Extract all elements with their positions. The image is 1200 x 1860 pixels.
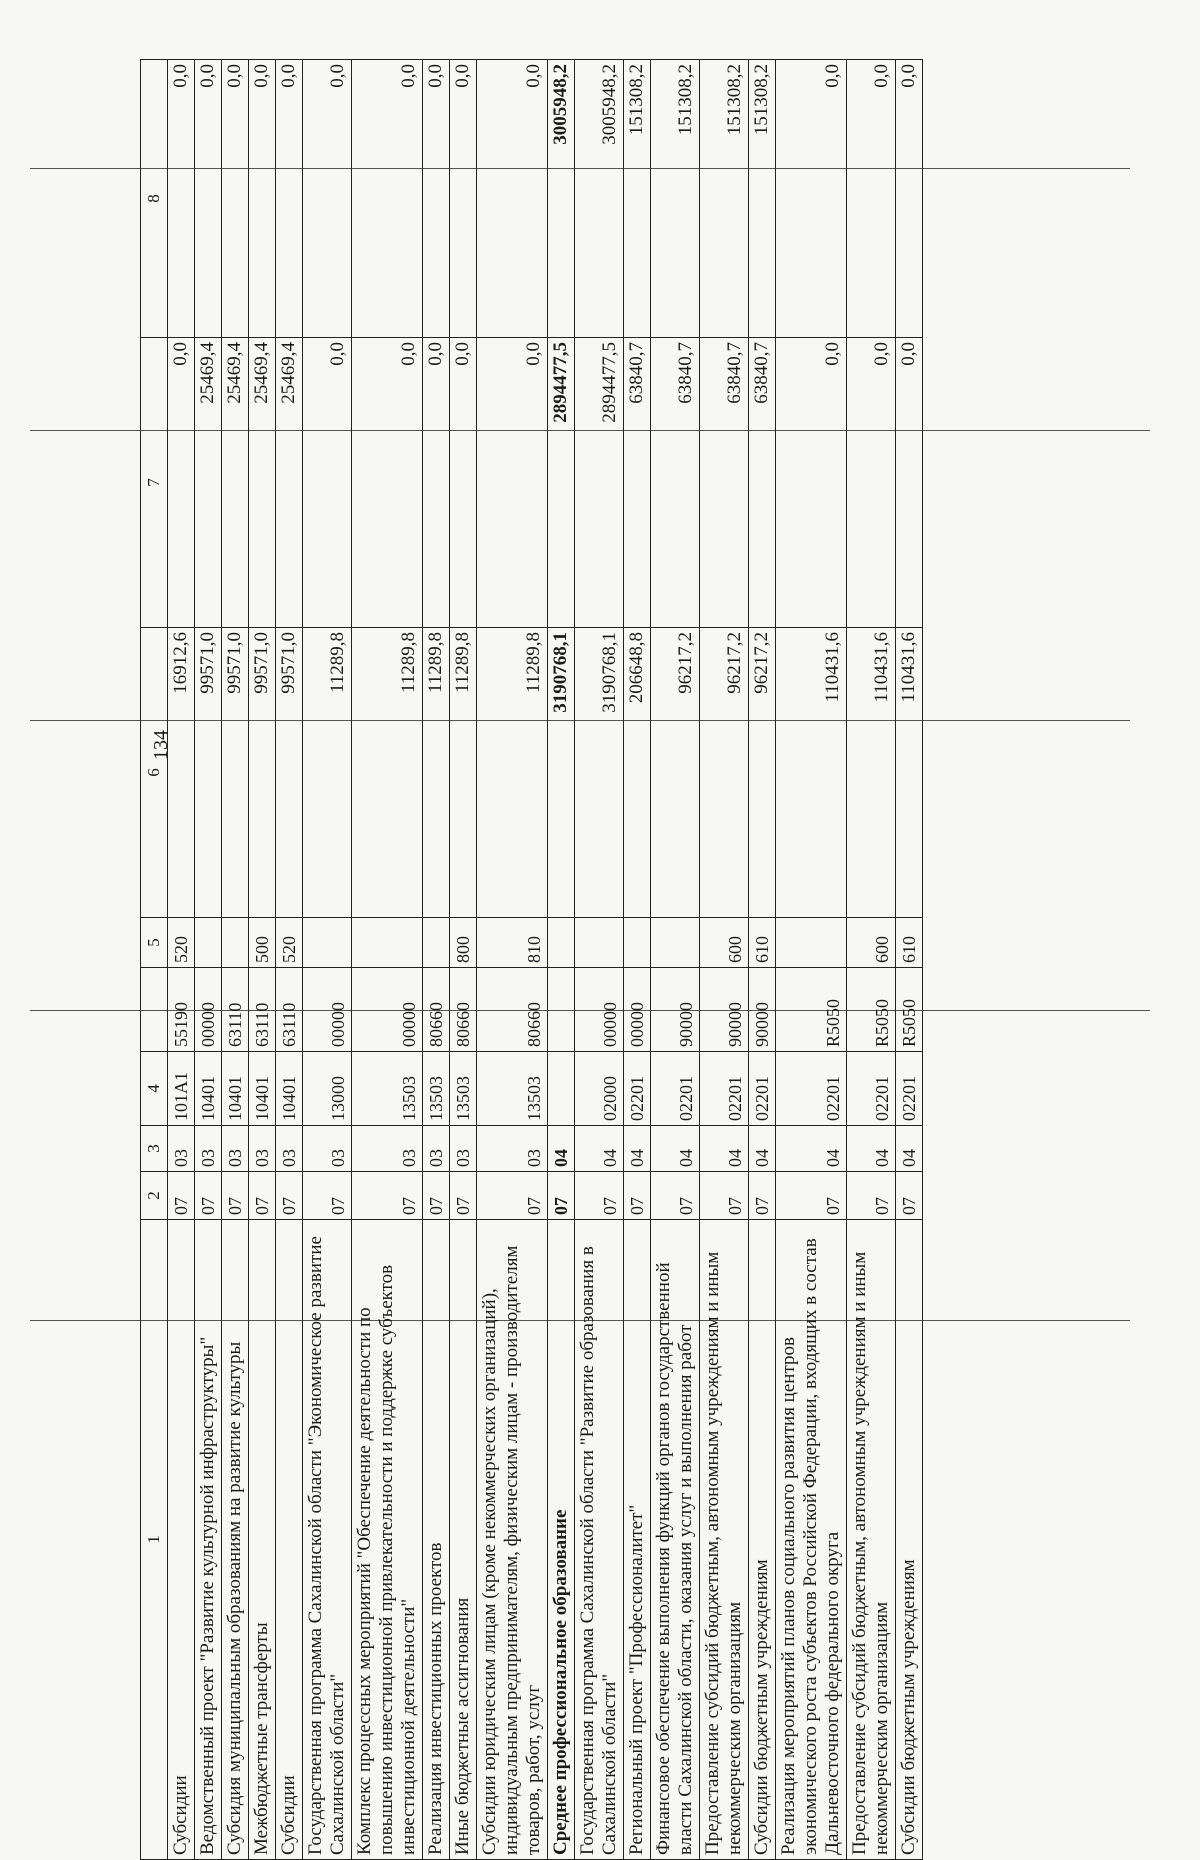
row-name: Предоставление субсидий бюджетным, автономным учреждениям и иным некоммерческим организациям: [847, 1220, 896, 1860]
section-code: 07: [450, 1172, 477, 1220]
subsection-code: 04: [700, 1126, 749, 1172]
subsection-code: 04: [575, 1126, 624, 1172]
subsection-code: 03: [303, 1126, 352, 1172]
col-header-8: 8: [141, 60, 168, 338]
amount-col6: 3190768,1: [548, 628, 575, 918]
amount-col6: 99571,0: [195, 628, 222, 918]
amount-col6: 11289,8: [477, 628, 548, 918]
amount-col6: 206648,8: [624, 628, 651, 918]
row-name: Государственная программа Сахалинской области "Экономическое развитие Сахалинской области": [303, 1220, 352, 1860]
amount-col7: 63840,7: [700, 338, 749, 628]
amount-col7: 63840,7: [749, 338, 776, 628]
amount-col6: 99571,0: [249, 628, 276, 918]
amount-col8: 0,0: [303, 60, 352, 338]
budget-table: [140, 59, 923, 1860]
target-item-code: 02000: [575, 1052, 624, 1126]
target-item-code: 10401: [249, 1052, 276, 1126]
section-code: 07: [575, 1172, 624, 1220]
target-item-subcode: 63110: [222, 968, 249, 1052]
target-item-code: 02201: [749, 1052, 776, 1126]
amount-col8: 0,0: [352, 60, 423, 338]
target-item-code: 02201: [847, 1052, 896, 1126]
amount-col8: 0,0: [477, 60, 548, 338]
subsection-code: 03: [249, 1126, 276, 1172]
table-row: [749, 60, 776, 1860]
target-item-code: 13000: [303, 1052, 352, 1126]
amount-col8: 151308,2: [749, 60, 776, 338]
expense-type-code: 520: [168, 918, 195, 968]
target-item-subcode: 80660: [423, 968, 450, 1052]
amount-col7: 0,0: [168, 338, 195, 628]
amount-col8: 0,0: [896, 60, 923, 338]
table-body: [141, 60, 923, 1860]
expense-type-code: 810: [477, 918, 548, 968]
table-row: [896, 60, 923, 1860]
row-name: Финансовое обеспечение выполнения функций органов государственной власти Сахалинской области, оказания услуг и выполнения работ: [651, 1220, 700, 1860]
target-item-code: 02201: [896, 1052, 923, 1126]
table-row: [624, 60, 651, 1860]
amount-col6: 110431,6: [776, 628, 847, 918]
expense-type-code: [575, 918, 624, 968]
expense-type-code: 800: [450, 918, 477, 968]
expense-type-code: 520: [276, 918, 303, 968]
row-name: Предоставление субсидий бюджетным, автономным учреждениям и иным некоммерческим организациям: [700, 1220, 749, 1860]
row-name: Региональный проект "Профессионалитет": [624, 1220, 651, 1860]
target-item-subcode: 80660: [477, 968, 548, 1052]
subsection-code: 03: [222, 1126, 249, 1172]
row-name: Субсидии бюджетным учреждениям: [896, 1220, 923, 1860]
section-code: 07: [195, 1172, 222, 1220]
section-code: 07: [222, 1172, 249, 1220]
table-row: [700, 60, 749, 1860]
expense-type-code: [624, 918, 651, 968]
subsection-code: 04: [749, 1126, 776, 1172]
subsection-code: 04: [776, 1126, 847, 1172]
target-item-subcode: 90000: [749, 968, 776, 1052]
amount-col7: 25469,4: [276, 338, 303, 628]
col-header-6: 6: [141, 628, 168, 918]
target-item-subcode: 63110: [249, 968, 276, 1052]
row-name: Ведомственный проект "Развитие культурной инфраструктуры": [195, 1220, 222, 1860]
expense-type-code: 600: [847, 918, 896, 968]
target-item-code: 10401: [276, 1052, 303, 1126]
section-code: 07: [276, 1172, 303, 1220]
amount-col6: 16912,6: [168, 628, 195, 918]
target-item-code: 13503: [450, 1052, 477, 1126]
target-item-subcode: 00000: [575, 968, 624, 1052]
col-header-4b: [141, 968, 168, 1052]
target-item-subcode: 63110: [276, 968, 303, 1052]
section-code: 07: [776, 1172, 847, 1220]
target-item-subcode: 00000: [303, 968, 352, 1052]
table-row: [168, 60, 195, 1860]
amount-col6: 99571,0: [222, 628, 249, 918]
subsection-code: 04: [548, 1126, 575, 1172]
header-row: [141, 60, 168, 1860]
row-name: Комплекс процессных мероприятий "Обеспечение деятельности по повышению инвестиционной привлекательности и поддержке субъектов инвестиционной деятельности": [352, 1220, 423, 1860]
expense-type-code: [776, 918, 847, 968]
amount-col6: 110431,6: [847, 628, 896, 918]
row-name: Субсидия муниципальным образованиям на развитие культуры: [222, 1220, 249, 1860]
table-row: [477, 60, 548, 1860]
amount-col7: 63840,7: [651, 338, 700, 628]
section-code: 07: [303, 1172, 352, 1220]
target-item-subcode: R5050: [896, 968, 923, 1052]
target-item-code: 10401: [222, 1052, 249, 1126]
row-name: Реализация мероприятий планов социального развития центров экономического роста субъектов Российской Федерации, входящих в состав Дальневосточного федерального округа: [776, 1220, 847, 1860]
table-row: [548, 60, 575, 1860]
table-row: [651, 60, 700, 1860]
section-code: 07: [624, 1172, 651, 1220]
target-item-code: 10401: [195, 1052, 222, 1126]
amount-col8: 0,0: [423, 60, 450, 338]
amount-col8: 0,0: [276, 60, 303, 338]
amount-col6: 11289,8: [450, 628, 477, 918]
amount-col7: 0,0: [303, 338, 352, 628]
amount-col8: 0,0: [450, 60, 477, 338]
table-row: [776, 60, 847, 1860]
expense-type-code: [222, 918, 249, 968]
amount-col8: 0,0: [222, 60, 249, 338]
target-item-subcode: R5050: [776, 968, 847, 1052]
amount-col6: 11289,8: [303, 628, 352, 918]
target-item-subcode: 55190: [168, 968, 195, 1052]
amount-col6: 96217,2: [749, 628, 776, 918]
section-code: 07: [168, 1172, 195, 1220]
amount-col8: 0,0: [168, 60, 195, 338]
amount-col6: 99571,0: [276, 628, 303, 918]
target-item-subcode: 00000: [195, 968, 222, 1052]
col-header-4: 4: [141, 1052, 168, 1126]
section-code: 07: [423, 1172, 450, 1220]
amount-col7: 0,0: [776, 338, 847, 628]
table-row: [847, 60, 896, 1860]
subsection-code: 03: [195, 1126, 222, 1172]
target-item-subcode: R5050: [847, 968, 896, 1052]
target-item-subcode: 00000: [624, 968, 651, 1052]
subsection-code: 03: [352, 1126, 423, 1172]
amount-col8: 0,0: [249, 60, 276, 338]
table-row: [450, 60, 477, 1860]
amount-col6: 96217,2: [651, 628, 700, 918]
amount-col6: 11289,8: [423, 628, 450, 918]
section-code: 07: [896, 1172, 923, 1220]
table-row: [195, 60, 222, 1860]
target-item-subcode: [548, 968, 575, 1052]
section-code: 07: [700, 1172, 749, 1220]
target-item-code: 02201: [651, 1052, 700, 1126]
target-item-subcode: 90000: [700, 968, 749, 1052]
amount-col7: 0,0: [352, 338, 423, 628]
target-item-code: [548, 1052, 575, 1126]
amount-col7: 25469,4: [222, 338, 249, 628]
amount-col7: 2894477,5: [548, 338, 575, 628]
row-name: Субсидии юридическим лицам (кроме некоммерческих организаций), индивидуальным предпринимателям, физическим лицам - производителям товаров, работ, услуг: [477, 1220, 548, 1860]
subsection-code: 03: [168, 1126, 195, 1172]
col-header-5: 5: [141, 918, 168, 968]
expense-type-code: [303, 918, 352, 968]
subsection-code: 04: [896, 1126, 923, 1172]
expense-type-code: 610: [896, 918, 923, 968]
section-code: 07: [651, 1172, 700, 1220]
amount-col6: 96217,2: [700, 628, 749, 918]
table-row: [276, 60, 303, 1860]
amount-col6: 11289,8: [352, 628, 423, 918]
target-item-subcode: 80660: [450, 968, 477, 1052]
subsection-code: 04: [651, 1126, 700, 1172]
amount-col7: 0,0: [450, 338, 477, 628]
table-row: [352, 60, 423, 1860]
section-code: 07: [352, 1172, 423, 1220]
amount-col7: 25469,4: [195, 338, 222, 628]
amount-col8: 0,0: [847, 60, 896, 338]
target-item-code: 02201: [700, 1052, 749, 1126]
section-code: 07: [548, 1172, 575, 1220]
rotated-table-container: [140, 60, 1180, 1860]
row-name: Государственная программа Сахалинской области "Развитие образования в Сахалинской области": [575, 1220, 624, 1860]
row-name: Реализация инвестиционных проектов: [423, 1220, 450, 1860]
row-name: Среднее профессиональное образование: [548, 1220, 575, 1860]
expense-type-code: [195, 918, 222, 968]
amount-col7: 0,0: [477, 338, 548, 628]
subsection-code: 04: [624, 1126, 651, 1172]
amount-col6: 3190768,1: [575, 628, 624, 918]
amount-col8: 151308,2: [700, 60, 749, 338]
table-row: [222, 60, 249, 1860]
subsection-code: 03: [477, 1126, 548, 1172]
col-header-2: 2: [141, 1172, 168, 1220]
col-header-3: 3: [141, 1126, 168, 1172]
col-header-1: 1: [141, 1220, 168, 1860]
target-item-subcode: 00000: [352, 968, 423, 1052]
table-row: [423, 60, 450, 1860]
amount-col7: 0,0: [423, 338, 450, 628]
col-header-7: 7: [141, 338, 168, 628]
target-item-code: 13503: [423, 1052, 450, 1126]
subsection-code: 04: [847, 1126, 896, 1172]
section-code: 07: [477, 1172, 548, 1220]
row-name: Субсидии: [276, 1220, 303, 1860]
amount-col7: 0,0: [847, 338, 896, 628]
amount-col7: 63840,7: [624, 338, 651, 628]
expense-type-code: [352, 918, 423, 968]
row-name: Межбюджетные трансферты: [249, 1220, 276, 1860]
row-name: Иные бюджетные ассигнования: [450, 1220, 477, 1860]
expense-type-code: [548, 918, 575, 968]
table-row: [575, 60, 624, 1860]
amount-col7: 2894477,5: [575, 338, 624, 628]
amount-col8: 0,0: [195, 60, 222, 338]
row-name: Субсидии: [168, 1220, 195, 1860]
expense-type-code: 600: [700, 918, 749, 968]
amount-col8: 151308,2: [651, 60, 700, 338]
expense-type-code: [651, 918, 700, 968]
row-name: Субсидии бюджетным учреждениям: [749, 1220, 776, 1860]
expense-type-code: 500: [249, 918, 276, 968]
amount-col7: 0,0: [896, 338, 923, 628]
amount-col8: 0,0: [776, 60, 847, 338]
expense-type-code: [423, 918, 450, 968]
table-row: [249, 60, 276, 1860]
section-code: 07: [847, 1172, 896, 1220]
amount-col8: 3005948,2: [548, 60, 575, 338]
subsection-code: 03: [276, 1126, 303, 1172]
page-number: 134: [150, 730, 172, 760]
subsection-code: 03: [450, 1126, 477, 1172]
table-row: [303, 60, 352, 1860]
section-code: 07: [249, 1172, 276, 1220]
subsection-code: 03: [423, 1126, 450, 1172]
amount-col6: 110431,6: [896, 628, 923, 918]
target-item-code: 02201: [624, 1052, 651, 1126]
target-item-code: 02201: [776, 1052, 847, 1126]
expense-type-code: 610: [749, 918, 776, 968]
target-item-subcode: 90000: [651, 968, 700, 1052]
target-item-code: 13503: [352, 1052, 423, 1126]
section-code: 07: [749, 1172, 776, 1220]
amount-col8: 151308,2: [624, 60, 651, 338]
target-item-code: 13503: [477, 1052, 548, 1126]
target-item-code: 101A1: [168, 1052, 195, 1126]
amount-col8: 3005948,2: [575, 60, 624, 338]
amount-col7: 25469,4: [249, 338, 276, 628]
